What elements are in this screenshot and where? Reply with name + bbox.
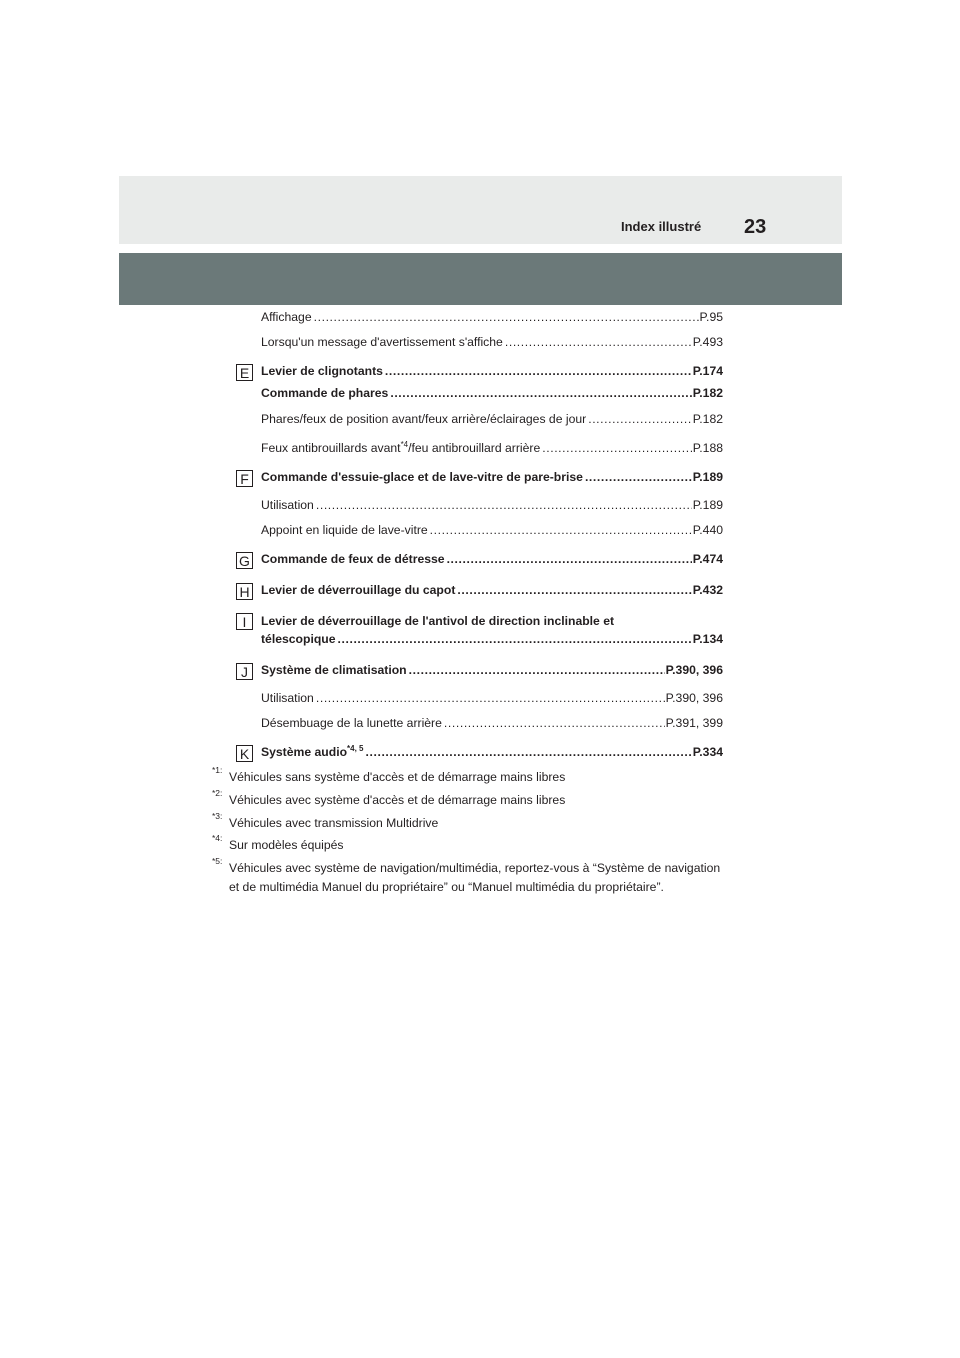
index-entry: Affichage ..... P.95 xyxy=(261,310,723,327)
index-entry: Utilisation ..... P.189 xyxy=(261,498,723,515)
section-letter-k: K xyxy=(236,745,253,762)
index-entry: Commande d'essuie-glace et de lave-vitre de pare-brise ..... P.189 xyxy=(261,470,723,487)
index-entry-line1: Levier de déverrouillage de l'antivol de direction inclinable et xyxy=(261,614,615,628)
index-entry: Levier de clignotants ..... P.174 xyxy=(261,364,723,381)
section-letter-i: I xyxy=(236,613,253,630)
index-entry: Utilisation ..... P.390, 396 xyxy=(261,691,723,708)
section-letter-f: F xyxy=(236,470,253,487)
section-letter-g: G xyxy=(236,552,253,569)
section-title: Index illustré xyxy=(621,219,702,234)
index-entry: Phares/feux de position avant/feux arrière/éclairages de jour ..... P.182 xyxy=(261,412,723,429)
footnote-continued: et de multimédia Manuel du propriétaire” ou “Manuel multimédia du propriétaire”. xyxy=(229,880,664,894)
index-entry: Lorsqu'un message d'avertissement s'affiche ..... P.493 xyxy=(261,335,723,352)
index-entry: télescopique ..... P.134 xyxy=(261,632,723,649)
index-entry: Commande de phares ..... P.182 xyxy=(261,386,723,403)
index-entry: Désembuage de la lunette arrière ..... P.391, 399 xyxy=(261,716,723,733)
page-number: 23 xyxy=(744,216,767,238)
index-entry: Levier de déverrouillage du capot ..... P.432 xyxy=(261,583,723,600)
section-letter-h: H xyxy=(236,583,253,600)
section-letter-j: J xyxy=(236,663,253,680)
index-content: Affichage ..... P.95 Lorsqu'un message d'avertissement s'affiche ..... P.493 E Levier de clignotants ..... P.174 Commande de phares ..... P.182 Phares/feux de position avant/feux arrière/éclairages de jour ..... P.182 Feux antibrouillards avant$^{*4}$/feu antibrouillard arrière ..... P.188 F Commande d'essuie-glace et de lave-vitre de pare-brise ..... P.189 Utilisation ..... P.189 Appoint en liquide de lave-vitre ..... P.440 G Commande de feux de détresse ..... P.474 H Levier de déverrouillage du capot ..... P.432 I Levier de déverrouillage de l'antivol de direction inclinable et télescopique ..... P.134 J Système de climatisation ..... P.390, 396 Utilisation ..... P.390, 396 Désembuage de la lunette arrière ..... P.391, 399 K Système audio$^{*4, 5}$ ..... P.334 *1: Véhicules sans système d'accès et de démarrage mains libres *2: Véhicules avec système d'accès et de démarrage mains libres *3: Véhicules avec transmission Multidrive *4: Sur modèles équipés *5: Véhicules avec système de navigation/multimédia, reportez-vous à “Système de navigation et de multimédia Manuel du propriétaire” ou “Manuel multimédia du propriétaire”. xyxy=(0,0,960,1358)
index-entry: Commande de feux de détresse ..... P.474 xyxy=(261,552,723,569)
index-entry: Feux antibrouillards avant$^{*4}$/feu antibrouillard arrière ..... P.188 xyxy=(261,441,723,458)
section-letter-e: E xyxy=(236,364,253,381)
index-entry: Système de climatisation ..... P.390, 396 xyxy=(261,663,723,680)
index-entry: Appoint en liquide de lave-vitre ..... P.440 xyxy=(261,523,723,540)
index-entry: Système audio$^{*4, 5}$ ..... P.334 xyxy=(261,745,723,762)
